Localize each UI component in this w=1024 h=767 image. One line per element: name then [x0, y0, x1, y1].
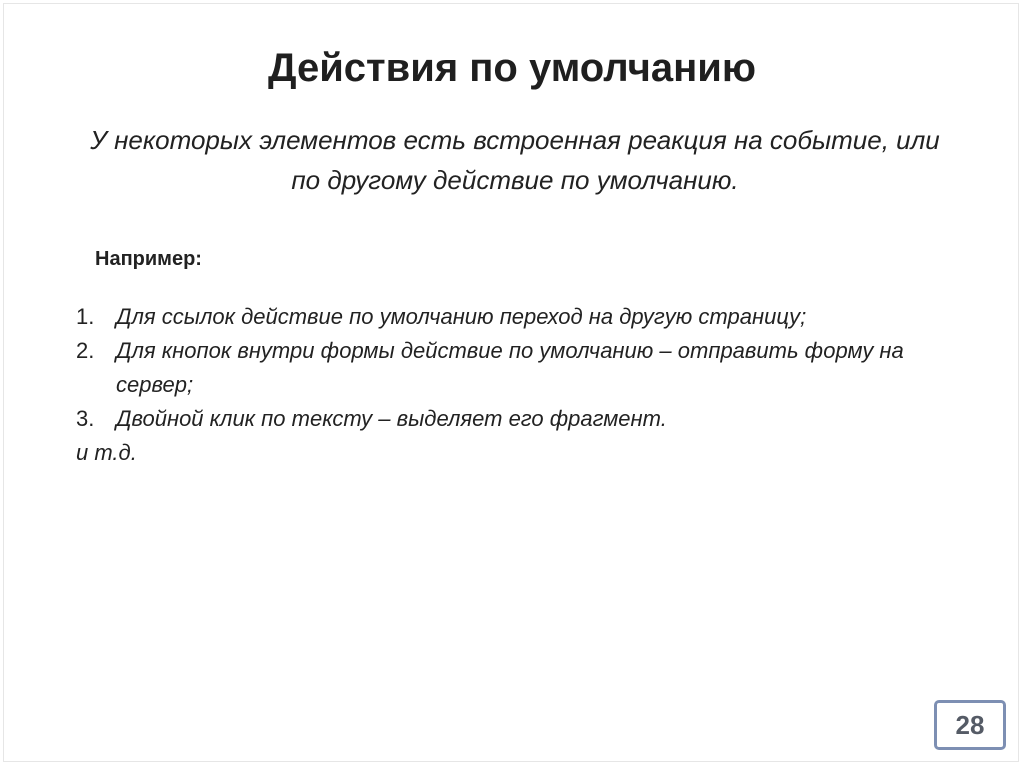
list-item-text: Двойной клик по тексту – выделяет его фрагмент.: [116, 406, 667, 431]
slide-title: Действия по умолчанию: [267, 46, 756, 90]
list-item: [76, 334, 956, 402]
list-item-number: 1.: [76, 304, 95, 329]
page-number-badge: 28: [934, 700, 1006, 750]
etc-text: и т.д.: [76, 440, 137, 465]
examples-list: [76, 300, 956, 470]
list-item: [76, 300, 956, 334]
list-item-number: 3.: [76, 406, 95, 431]
list-item: [76, 402, 956, 436]
example-label: Например:: [95, 248, 202, 270]
list-item-text: Для кнопок внутри формы действие по умолчанию – отправить форму на сервер;: [116, 338, 904, 397]
list-item-text: Для ссылок действие по умолчанию переход на другую страницу;: [116, 304, 807, 329]
list-item-number: 2.: [76, 338, 95, 363]
slide-subtitle: У некоторых элементов есть встроенная реакция на событие, или по другому действие по умолчанию.: [90, 125, 940, 195]
